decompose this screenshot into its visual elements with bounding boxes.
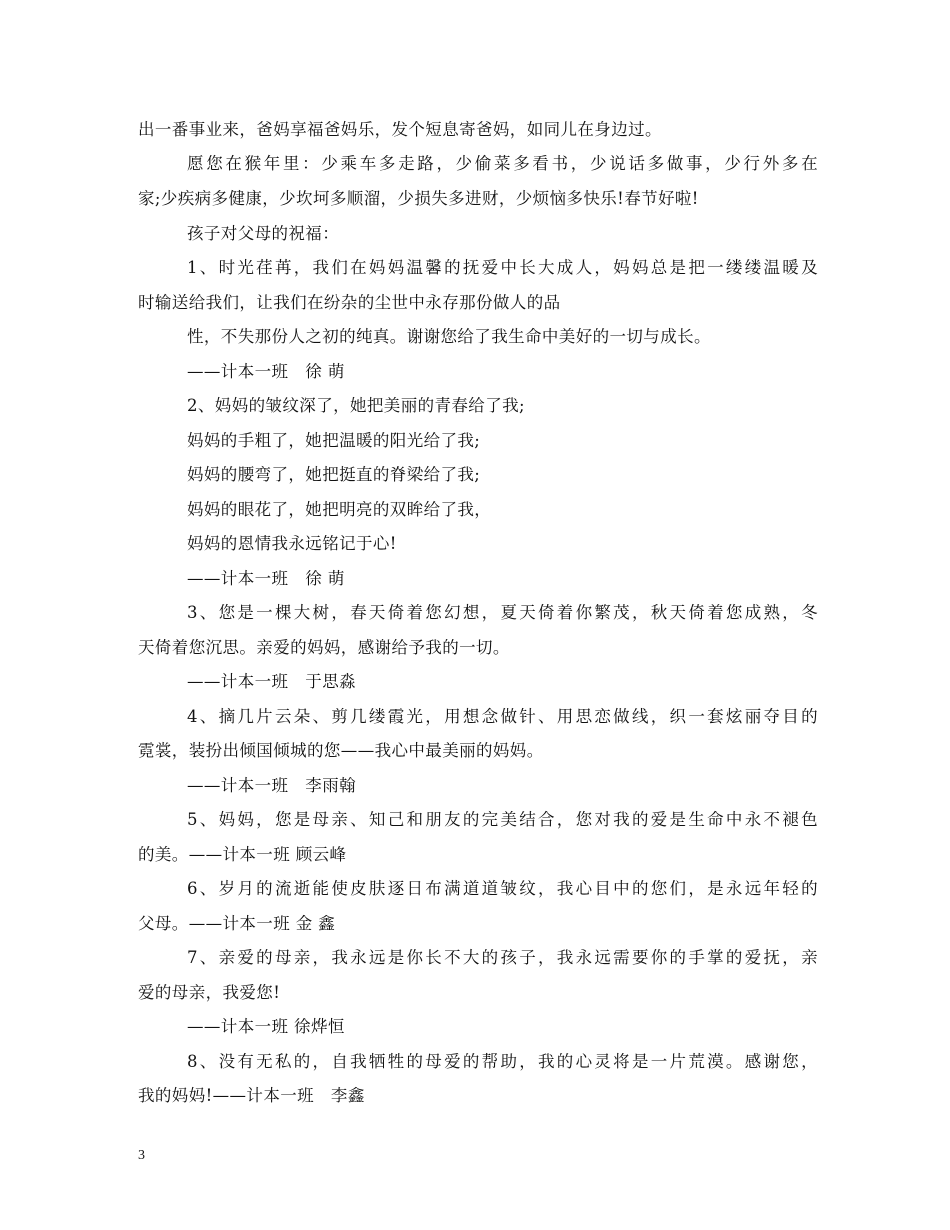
text-line: 天倚着您沉思。亲爱的妈妈，感谢给予我的一切。 (138, 638, 510, 657)
text-line: 1、时光荏苒，我们在妈妈温馨的抚爱中长大成人，妈妈总是把一缕缕温暖及 (187, 258, 818, 277)
text-line: 时输送给我们，让我们在纷杂的尘世中永存那份做人的品 (138, 293, 561, 312)
page-number: 3 (138, 1148, 145, 1163)
signature-line: ——计本一班 李雨翰 (187, 776, 356, 795)
text-line: 我的妈妈!——计本一班 李鑫 (138, 1086, 365, 1105)
text-line: 2、妈妈的皱纹深了，她把美丽的青春给了我; (187, 396, 525, 415)
text-line: 妈妈的手粗了，她把温暖的阳光给了我; (187, 431, 481, 450)
text-line: 的美。——计本一班 顾云峰 (138, 845, 347, 864)
text-line: 妈妈的腰弯了，她把挺直的脊梁给了我; (187, 465, 481, 484)
text-line: 3、您是一棵大树，春天倚着您幻想，夏天倚着你繁茂，秋天倚着您成熟，冬 (187, 603, 818, 622)
text-line: 5、妈妈，您是母亲、知己和朋友的完美结合，您对我的爱是生命中永不褪色 (187, 810, 818, 829)
signature-line: ——计本一班 徐 萌 (187, 362, 345, 381)
text-line: 父母。——计本一班 金 鑫 (138, 914, 336, 933)
signature-line: ——计本一班 徐烨恒 (187, 1017, 345, 1036)
text-line: 7、亲爱的母亲，我永远是你长不大的孩子，我永远需要你的手掌的爱抚，亲 (187, 948, 818, 967)
text-line: 爱的母亲，我爱您! (138, 983, 281, 1002)
text-line: 8、没有无私的，自我牺牲的母爱的帮助，我的心灵将是一片荒漠。感谢您， (187, 1052, 818, 1071)
text-line: 出一番事业来，爸妈享福爸妈乐，发个短息寄爸妈，如同儿在身边过。 (138, 120, 662, 139)
section-heading: 孩子对父母的祝福： (187, 224, 340, 243)
text-line: 6、岁月的流逝能使皮肤逐日布满道道皱纹，我心目中的您们，是永远年轻的 (187, 879, 818, 898)
signature-line: ——计本一班 徐 萌 (187, 569, 345, 588)
text-line: 4、摘几片云朵、剪几缕霞光，用想念做针、用思恋做线，织一套炫丽夺目的 (187, 707, 818, 726)
text-line: 妈妈的恩情我永远铭记于心! (187, 534, 397, 553)
text-line: 愿您在猴年里：少乘车多走路，少偷菜多看书，少说话多做事，少行外多在 (187, 154, 818, 173)
signature-line: ——计本一班 于思淼 (187, 672, 356, 691)
text-line: 霓裳，装扮出倾国倾城的您——我心中最美丽的妈妈。 (138, 741, 544, 760)
text-line: 性，不失那份人之初的纯真。谢谢您给了我生命中美好的一切与成长。 (187, 327, 711, 346)
text-line: 家;少疾病多健康，少坎坷多顺溜，少损失多进财，少烦恼多快乐!春节好啦! (138, 189, 699, 208)
text-line: 妈妈的眼花了，她把明亮的双眸给了我， (187, 500, 492, 519)
